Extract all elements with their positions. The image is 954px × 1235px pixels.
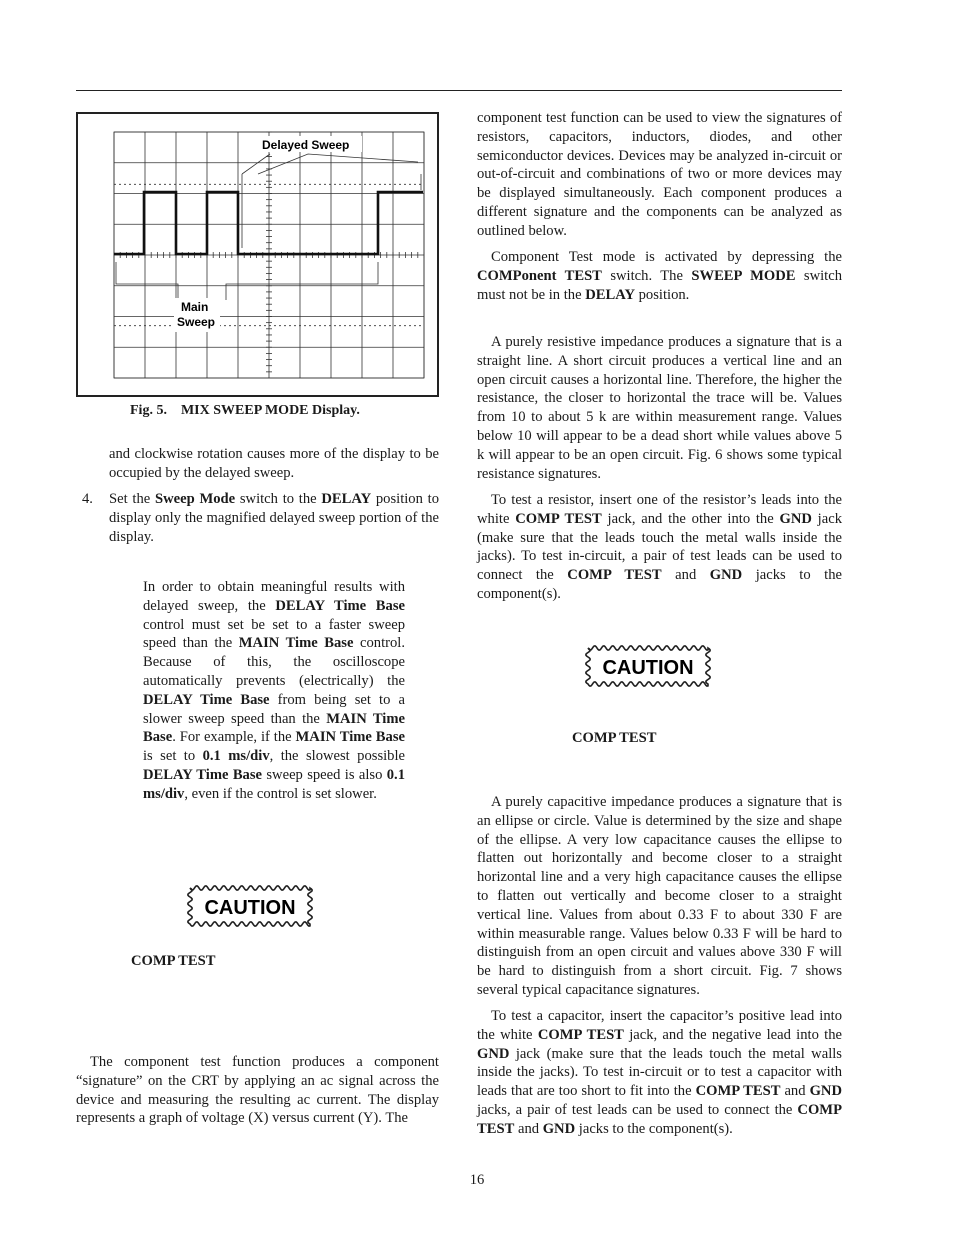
delayed-sweep-label: Delayed Sweep — [262, 138, 350, 152]
svg-text:CAUTION: CAUTION — [602, 657, 694, 679]
page-number: 16 — [469, 1172, 485, 1188]
figure-caption: Fig. 5. MIX SWEEP MODE Display. — [130, 403, 360, 418]
header-rule — [76, 90, 842, 91]
right-paragraph-resistance: A purely resistive impedance produces a signature that is a straight line. A short circuit produces a vertical line and an open circuit causes a horizontal line. Therefore, the higher the resistance, the closer to horizontal the trace will be. Values from 10 to about 5 k are within measurement range. Values below 10 will appear to be a dead short while values above 5 k will appear to be an open circuit. Fig. 6 shows some typical resistance signatures. — [477, 334, 842, 482]
caution-badge-right — [582, 642, 714, 690]
figure-mix-sweep — [76, 112, 439, 397]
right-paragraph-resistor-test: To test a resistor, insert one of the resistor’s leads into the white COMP TEST jack, and the other into the GND jack (make sure that the leads touch the metal walls inside the jacks). To test in-circuit, a pair of test leads can be used to connect the COMP TEST and GND jacks to the component(s). — [477, 492, 842, 602]
list-item-4: Set the Sweep Mode switch to the DELAY position to display only the magnified delayed sweep portion of the display. — [109, 491, 439, 545]
svg-text:CAUTION: CAUTION — [204, 897, 296, 919]
right-paragraph-capacitance: A purely capacitive impedance produces a signature that is an ellipse or circle. Value is determined by the size and shape of the ellipse. A very low capacitance causes the ellipse to flatten out horizontally and become closer to a straight horizontal line and a very high capacitance causes the ellipse to flatten out vertically and become closer to a straight vertical line. Values from about 0.33 F to about 330 F are within measurable range. Values below 0.33 F will be hard to distinguish from an open circuit and values above 330 F will be hard to distinguish from a short circuit. Fig. 7 shows several typical capacitance signatures. — [477, 794, 842, 998]
comp-test-heading-left: COMP TEST — [131, 953, 216, 969]
right-paragraph-1: component test function can be used to view the signatures of resistors, capacitors, inductors, diodes, and other semiconductor devices. Devices may be analyzed in-circuit or out-of-circuit and combinations of two or more devices may be displayed simultaneously. Each component produces a different signature and the components can be analyzed as outlined below. — [477, 110, 842, 239]
left-paragraph-1: and clockwise rotation causes more of the display to be occupied by the delayed sweep. — [109, 446, 439, 481]
caution-badge-left — [184, 882, 316, 930]
main-sweep-label: Main — [181, 300, 209, 314]
main-sweep-label-2: Sweep — [177, 315, 216, 329]
left-paragraph-comp: The component test function produces a component “signature” on the CRT by applying an ac signal across the device and measuring the resulting ac current. The display represents a graph of voltage (X) versus current (Y). The — [76, 1054, 439, 1127]
main-sweep-trace — [114, 192, 423, 254]
delay-note: In order to obtain meaningful results with delayed sweep, the DELAY Time Base control must set be set to a faster sweep speed than the MAIN Time Base control. Because of this, the oscilloscope automatically prevents (electrically) the DELAY Time Base from being set to a slower sweep speed than the MAIN Time Base. For example, if the MAIN Time Base is set to 0.1 ms/div, the slowest possible DELAY Time Base sweep speed is also 0.1 ms/div, even if the control is set slower. — [143, 579, 406, 802]
right-paragraph-capacitor-test: To test a capacitor, insert the capacitor’s positive lead into the white COMP TEST jack, and the negative lead into the GND jack (make sure that the leads touch the metal walls inside the jacks). To test in-circuit or to test a capacitor with leads that are too short to fit into the COMP TEST and GND jacks, a pair of test leads can be used to connect the COMP TEST and GND jacks to the component(s). — [477, 1008, 842, 1137]
right-paragraph-2: Component Test mode is activated by depressing the COMPonent TEST switch. The SWEEP MODE switch must not be in the DELAY position. — [477, 249, 842, 303]
list-number-4: 4. — [82, 491, 93, 507]
oscilloscope-display — [78, 114, 437, 395]
comp-test-heading-right: COMP TEST — [572, 730, 657, 746]
